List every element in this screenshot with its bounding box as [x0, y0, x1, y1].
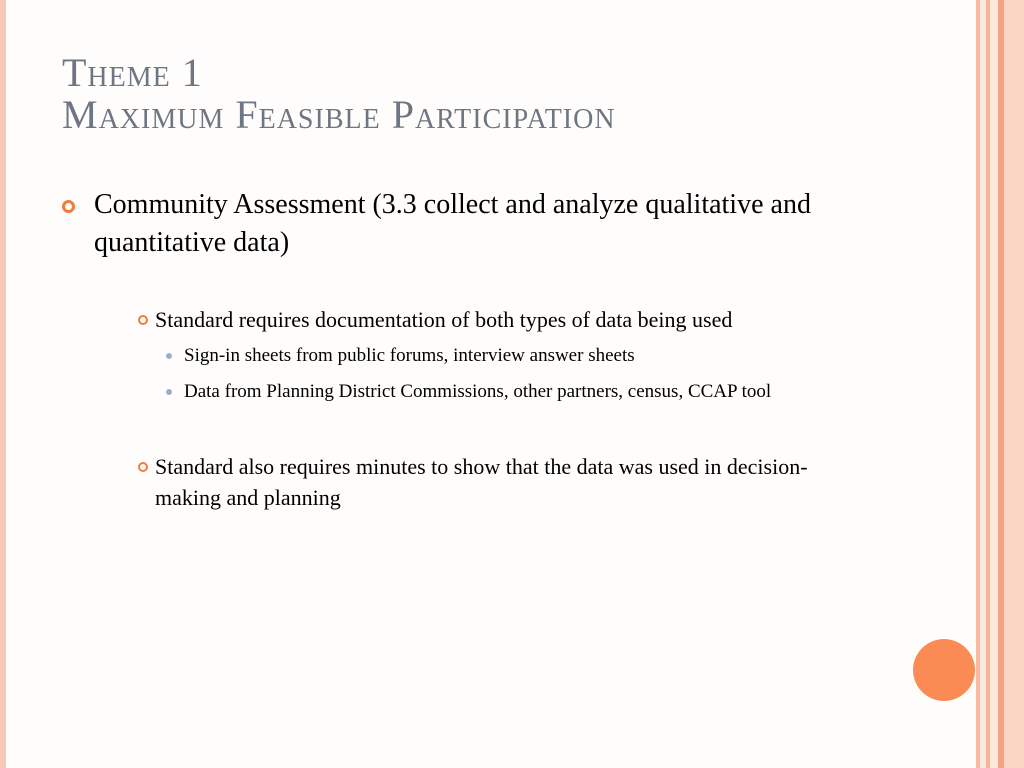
right-border-stripes: [976, 0, 1024, 768]
ring-bullet-icon: [62, 200, 75, 213]
title-line-2: Maximum Feasible Participation: [62, 92, 616, 137]
bullet-text: Community Assessment (3.3 collect and analyze qualitative and quantitative data): [94, 189, 811, 258]
bullet-level2: [62, 304, 862, 335]
bullet-level3: [62, 343, 862, 369]
bullet-level3: [62, 379, 862, 405]
bullet-level2: [62, 451, 862, 513]
bullet-text: Data from Planning District Commissions, other partners, census, CCAP tool: [184, 381, 772, 402]
bullet-text: Standard requires documentation of both types of data being used: [155, 307, 733, 332]
decorative-circle: [913, 639, 975, 701]
dot-bullet-icon: [166, 389, 172, 395]
slide-body: [62, 186, 862, 513]
bullet-text: Sign-in sheets from public forums, interview answer sheets: [184, 345, 635, 366]
bullet-level1: [62, 186, 862, 262]
left-border-stripe: [0, 0, 6, 768]
slide-title: [62, 52, 942, 136]
bullet-text: Standard also requires minutes to show that the data was used in decision-making and planning: [155, 454, 808, 510]
dot-bullet-icon: [166, 353, 172, 359]
ring-bullet-icon: [138, 315, 148, 325]
ring-bullet-icon: [138, 462, 148, 472]
title-line-1: Theme 1: [62, 50, 203, 95]
